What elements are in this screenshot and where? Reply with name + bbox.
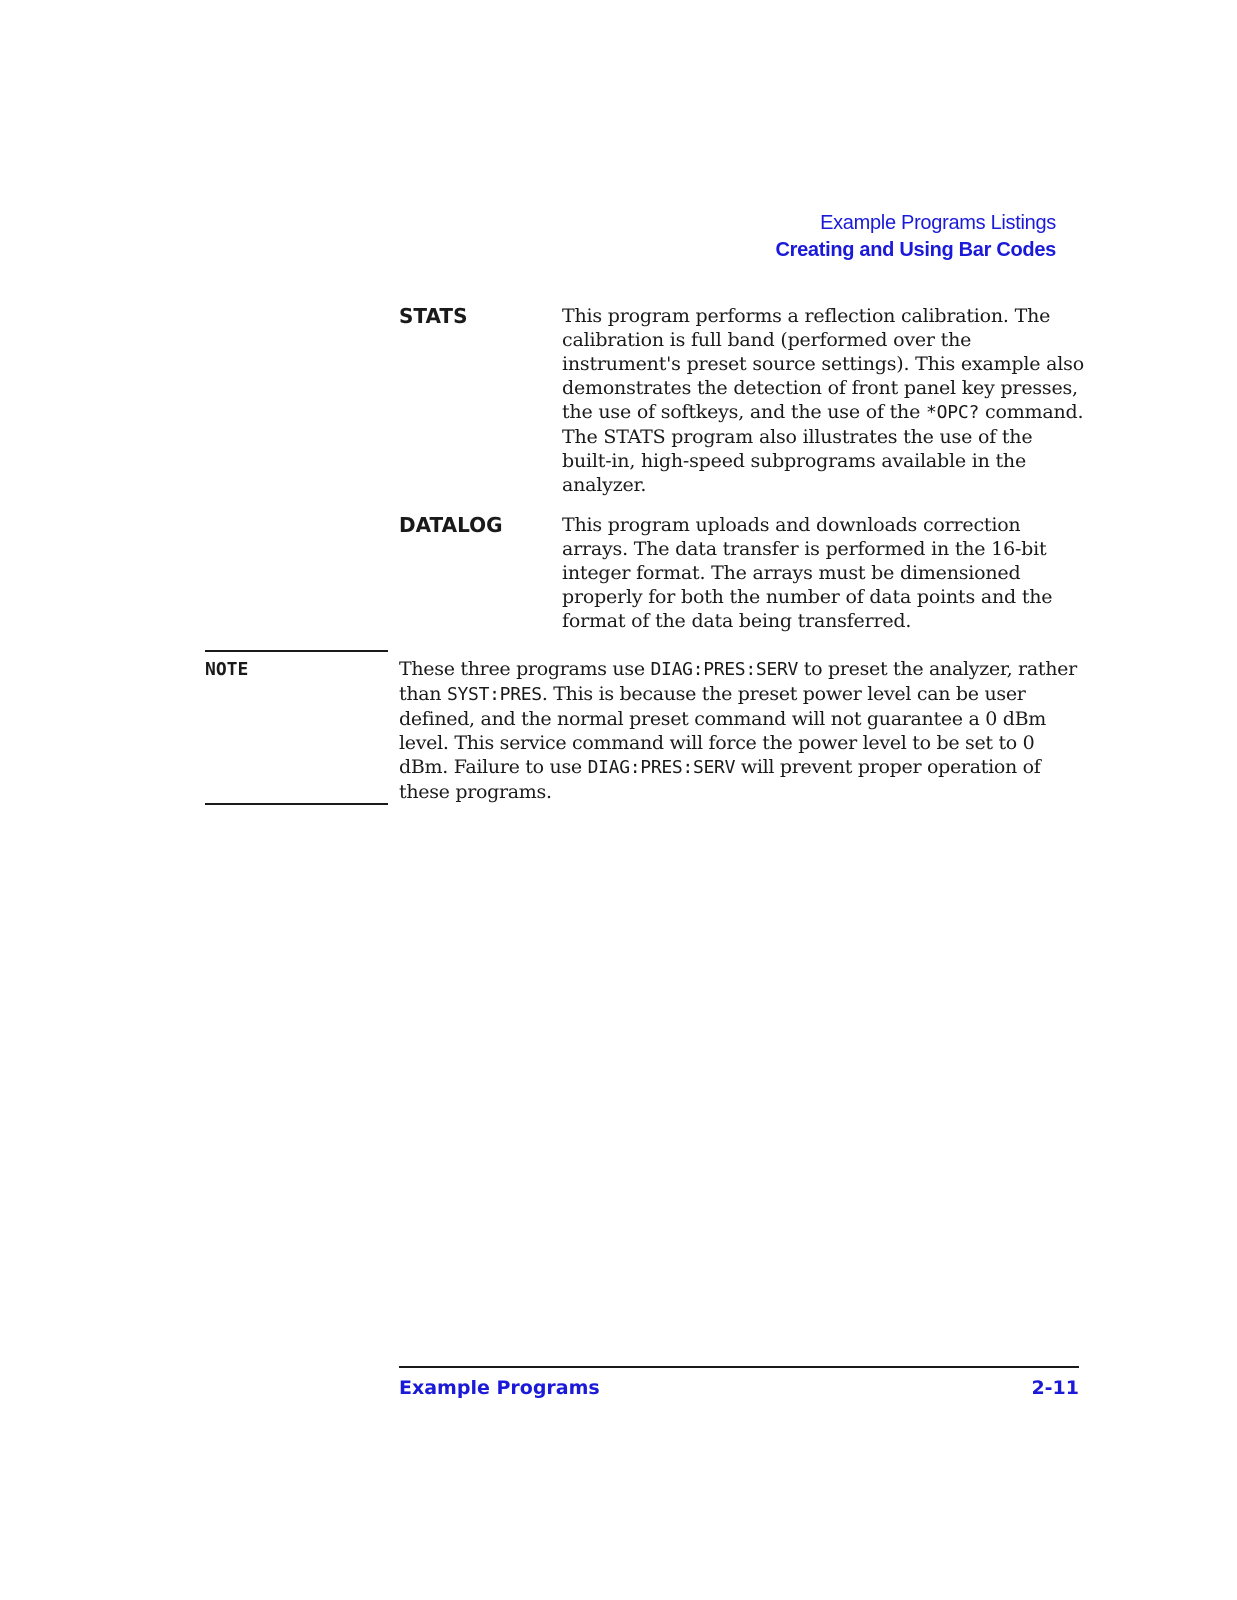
- diag-pres-serv-command: DIAG:PRES:SERV: [587, 757, 736, 778]
- header-section-title: Example Programs Listings: [820, 212, 1056, 234]
- datalog-term: DATALOG: [399, 513, 503, 537]
- footer-chapter: Example Programs: [399, 1377, 600, 1399]
- stats-description-text-end: command. The STATS program also illustrates the use of the built-in, high-speed subprograms available in the analyzer.: [562, 401, 1084, 496]
- syst-pres-command: SYST:PRES: [446, 684, 542, 705]
- note-top-rule: [205, 650, 388, 652]
- note-text-part: to preset the analyzer, rather than: [399, 658, 1077, 705]
- stats-description-text: This program performs a reflection calibration. The calibration is full band (performed over the instrument's preset source settings). This example also demonstrates the detection of front panel key presses, the use of softkeys, and the use of the: [562, 305, 1084, 423]
- footer-page-number: 2-11: [1031, 1377, 1079, 1399]
- note-bottom-rule: [205, 803, 388, 805]
- datalog-description: This program uploads and downloads correction arrays. The data transfer is performed in the 16-bit integer format. The arrays must be dimensioned properly for both the number of data points and the format of the data being transferred.: [562, 514, 1053, 632]
- header-subsection-title: Creating and Using Bar Codes: [775, 239, 1056, 261]
- footer-rule: [399, 1366, 1079, 1368]
- diag-pres-serv-command: DIAG:PRES:SERV: [650, 659, 799, 680]
- opc-command: *OPC?: [925, 402, 980, 423]
- stats-description: [562, 304, 1087, 497]
- note-text-part: will prevent proper operation of these programs.: [399, 756, 1041, 803]
- stats-term: STATS: [399, 304, 468, 328]
- note-text-part: These three programs use: [399, 658, 651, 680]
- note-text: [399, 657, 1089, 804]
- note-label: NOTE: [205, 659, 249, 680]
- running-header: [775, 210, 1056, 264]
- note-text-part: . This is because the preset power level can be user defined, and the normal preset command will not guarantee a 0 dBm level. This service command will force the power level to be set to 0 dBm. Failure to use: [399, 683, 1046, 778]
